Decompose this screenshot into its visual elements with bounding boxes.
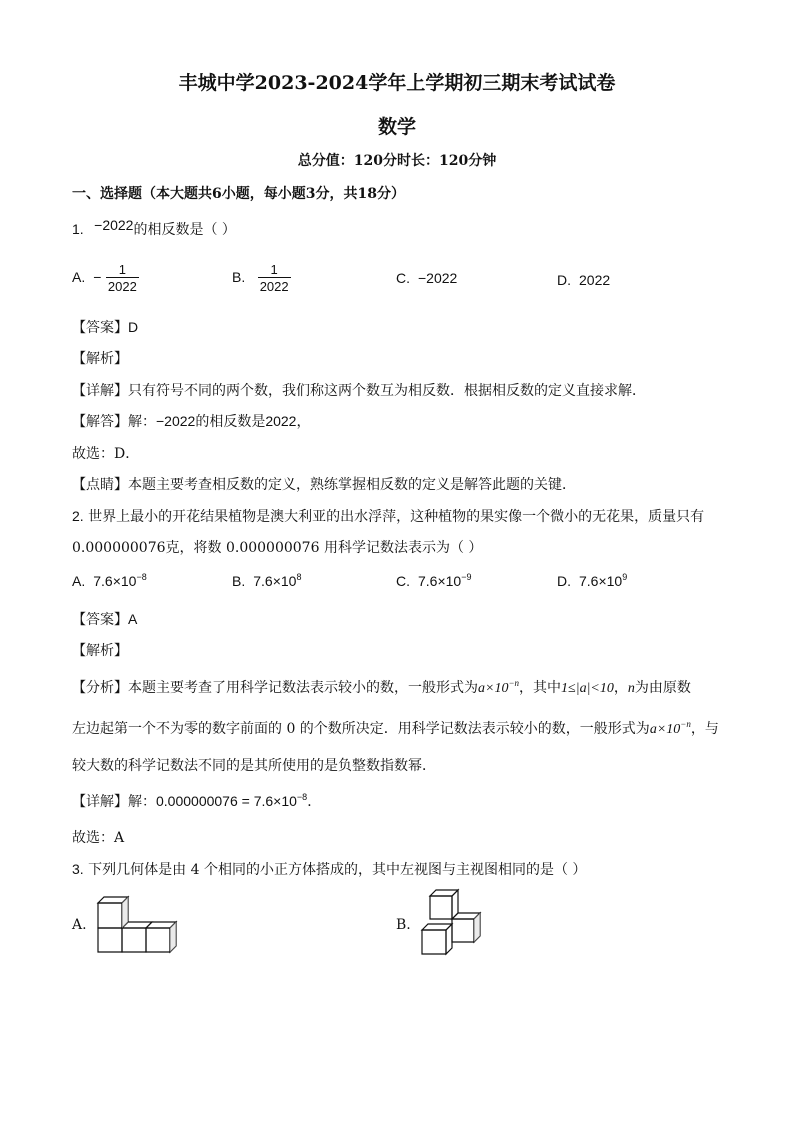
q3-option-b-figure [418,886,498,958]
q2-answer: 【答案】A [72,611,138,628]
cube-front [122,928,146,952]
q2-stem-line2: 0.000000076克，将数 0.000000076 用科学记数法表示为（ ） [72,540,483,556]
q1-choose: 故选：D． [72,446,140,462]
q3-option-a-label[interactable]: A. [72,917,87,933]
q2-detail: 【详解】解：$0.000000076 = 7.6\times 10^{-8}$． [72,792,322,810]
q2-stem-line1: 2. 世界上最小的开花结果植物是澳大利亚的出水浮萍，这种植物的果实像一个微小的无花果，质量只有 [72,508,705,525]
q1-stem-text: 的相反数是（ ） [133,222,236,238]
q2-option-c[interactable]: C. $7.6\times 10^{-9}$ [396,572,472,589]
q1-option-c[interactable]: C. −2022 [396,270,458,286]
cube-top [430,890,458,896]
q2-analysis-line2: 左边起第一个不为零的数字前面的 0 的个数所决定．用科学记数法表示较小的数，一般形式为$a\times 10^{-n}$，与 [72,719,719,737]
q1-option-b[interactable]: B. $\frac{1}{2022}$ [232,262,289,294]
subject-title: 数学 [377,116,416,138]
q2-analysis-tag: 【解析】 [72,643,128,659]
q1-detail: 【详解】只有符号不同的两个数，我们称这两个数互为相反数．根据相反数的定义直接求解． [72,383,646,399]
q2-option-d[interactable]: D. $7.6\times 10^9$ [557,572,628,589]
section-heading: 一、选择题（本大题共6小题，每小题3分，共18分） [72,186,405,202]
q1-expr: −2022 [94,217,134,233]
q2-choose: 故选：A [72,830,125,846]
q1-answer: 【答案】D [72,319,139,336]
q1-stem [72,219,236,239]
q1-solve: 【解答】解：−2022的相反数是2022， [72,413,311,430]
q2-analysis-line3: 较大数的科学记数法不同的是其所使用的是负整数指数幂． [72,758,436,774]
cube-front [452,919,474,942]
q1-comment: 【点睛】本题主要考查相反数的定义，熟练掌握相反数的定义是解答此题的关键． [72,477,576,493]
q1-option-a-fraction: $\frac{1}{2022}$ [107,262,137,294]
cube-side [446,924,452,954]
q1-number: 1. [72,221,84,237]
cube-front [422,930,446,954]
q3-stem: 3. 下列几何体是由 4 个相同的小正方体搭成的，其中左视图与主视图相同的是（ ） [72,861,587,878]
q3-option-b-label[interactable]: B. [396,917,411,933]
exam-meta: 总分值：120分时长：120分钟 [297,153,497,169]
q1-option-b-fraction: $\frac{1}{2022}$ [259,262,289,294]
q1-analysis-tag: 【解析】 [72,351,128,367]
q1-option-d[interactable]: D. 2022 [557,272,611,288]
cube-front [98,928,122,952]
exam-title: 丰城中学2023-2024学年上学期初三期末考试试卷 [178,72,616,94]
cube-front [98,903,122,928]
cube-front [430,896,452,919]
cube-front [146,928,170,952]
q3-option-a-figure [94,893,194,955]
q1-option-a[interactable]: A. − $\frac{1}{2022}$ [72,262,137,294]
q2-option-b[interactable]: B. $7.6\times 10^8$ [232,572,302,589]
q2-option-a[interactable]: A. $7.6\times 10^{-8}$ [72,572,147,589]
q2-analysis-line1: 【分析】本题主要考查了用科学记数法表示较小的数，一般形式为$a\times 10^{-n}$，其中1≤|a|<10，n为由原数 [72,678,691,696]
